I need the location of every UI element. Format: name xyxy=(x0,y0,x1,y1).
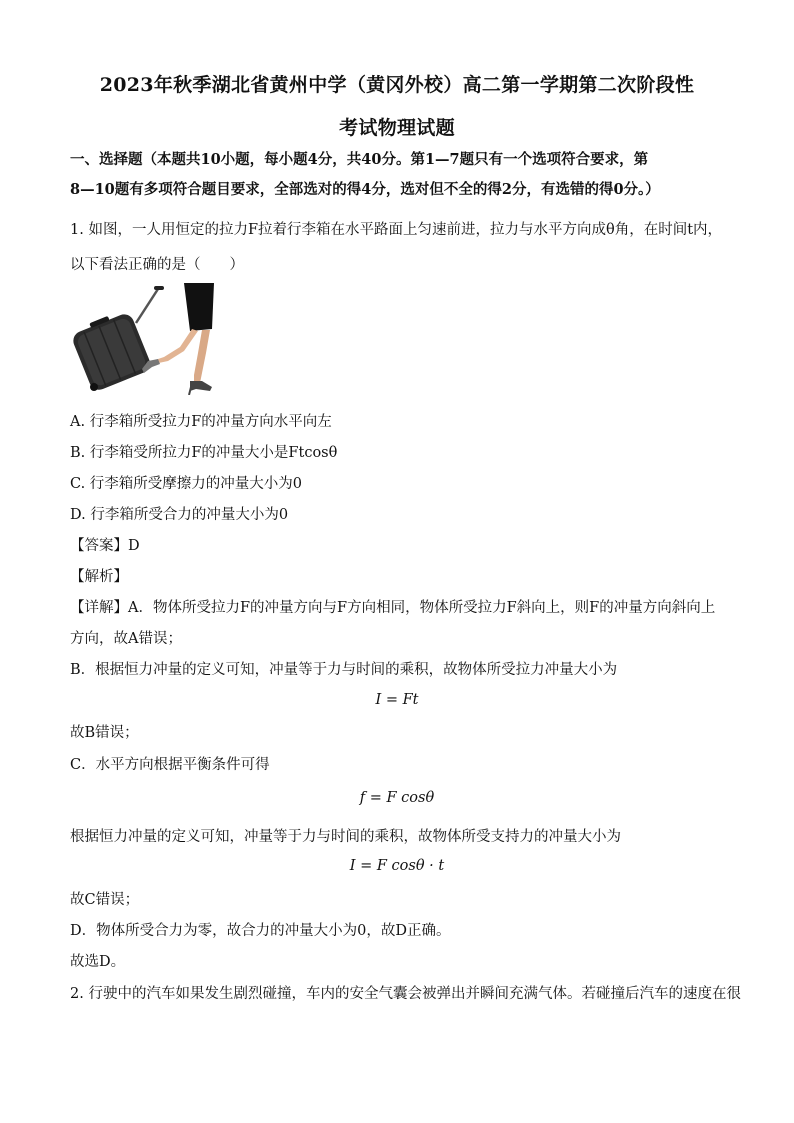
question1-line2: 以下看法正确的是（ ） xyxy=(70,257,244,273)
exam-title-line2: 考试物理试题 xyxy=(339,117,455,139)
question2-line1: 2. 行驶中的汽车如果发生剧烈碰撞，车内的安全气囊会被弹出并瞬间充满气体。若碰撞后汽车的速度在很 xyxy=(70,986,741,1002)
equation-1: I = Ft xyxy=(375,692,419,708)
section-line1: 一、选择题（本题共10小题，每小题4分，共40分。第1—7题只有一个选项符合要求，第 xyxy=(70,151,649,168)
conclusion: 故选D。 xyxy=(70,954,126,970)
detail-b: B．根据恒力冲量的定义可知，冲量等于力与时间的乘积，故物体所受拉力冲量大小为 xyxy=(70,662,618,678)
luggage-illustration xyxy=(72,283,222,395)
option-c: C. 行李箱所受摩擦力的冲量大小为0 xyxy=(70,476,303,492)
detail-line2: 方向，故A错误； xyxy=(70,631,182,647)
answer-label: 【答案】D xyxy=(70,538,140,554)
analysis-label: 【解析】 xyxy=(70,569,128,585)
detail-c: C．水平方向根据平衡条件可得 xyxy=(70,757,270,773)
exam-title-line1: 2023年秋季湖北省黄州中学（黄冈外校）高二第一学期第二次阶段性 xyxy=(99,74,695,96)
section-line2: 8—10题有多项符合题目要求，全部选对的得4分，选对但不全的得2分，有选错的得0分。） xyxy=(70,181,660,198)
detail-b-end: 故B错误； xyxy=(70,725,139,741)
option-d: D. 行李箱所受合力的冲量大小为0 xyxy=(70,507,289,523)
detail-d: D．物体所受合力为零，故合力的冲量大小为0，故D正确。 xyxy=(70,923,451,939)
option-b: B. 行李箱受所拉力F的冲量大小是Ftcosθ xyxy=(70,445,338,461)
option-a: A. 行李箱所受拉力F的冲量方向水平向左 xyxy=(70,414,332,430)
detail-c2: 根据恒力冲量的定义可知，冲量等于力与时间的乘积，故物体所受支持力的冲量大小为 xyxy=(70,829,621,845)
detail-c-end: 故C错误； xyxy=(70,892,140,908)
equation-3: I = F cosθ · t xyxy=(349,858,445,874)
equation-2: f = F cosθ xyxy=(359,790,435,806)
detail-line1: 【详解】A．物体所受拉力F的冲量方向与F方向相同，物体所受拉力F斜向上，则F的冲量方向斜向上 xyxy=(70,600,716,616)
section-instructions xyxy=(70,145,730,205)
question1-line1: 1. 如图，一人用恒定的拉力F拉着行李箱在水平路面上匀速前进，拉力与水平方向成θ角，在时间t内， xyxy=(70,222,723,238)
